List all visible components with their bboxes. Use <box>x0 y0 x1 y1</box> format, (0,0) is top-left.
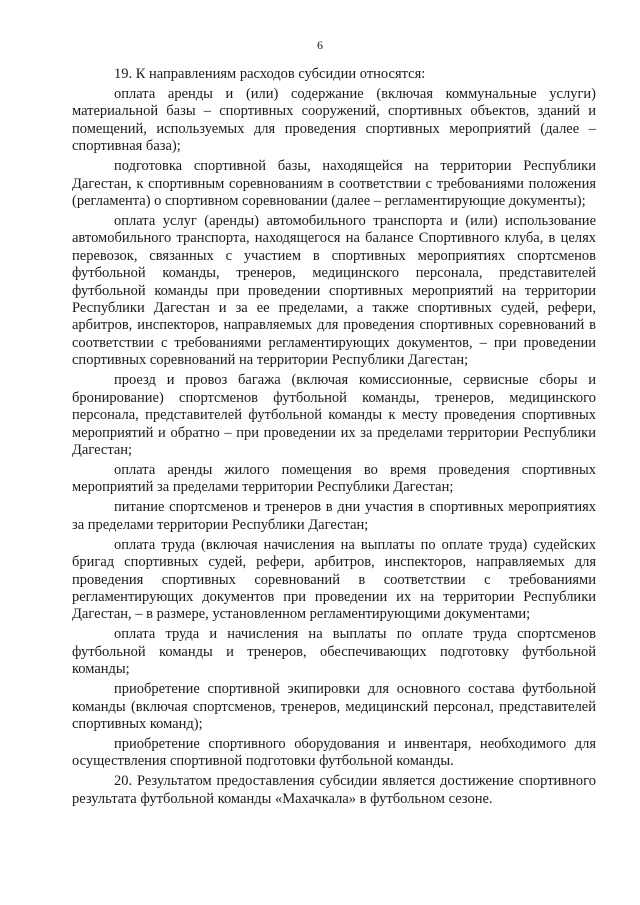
paragraph-19-heading: 19. К направлениям расходов субсидии относятся: <box>114 66 426 82</box>
paragraph-athlete-pay: оплата труда и начисления на выплаты по оплате труда спортсменов футбольной команды и тренеров, обеспечивающих подготовку футбольной команды; <box>72 626 596 678</box>
paragraph-accommodation: оплата аренды жилого помещения во время проведения спортивных мероприятий за пределами территории Республики Дагестан; <box>72 461 596 496</box>
paragraph-equipment-kit: приобретение спортивной экипировки для основного состава футбольной команды (включая спортсменов, тренеров, медицинский персонал, представителей спортивных команд); <box>72 681 596 732</box>
paragraph-transport: оплата услуг (аренды) автомобильного транспорта и (или) использование автомобильного транспорта, находящегося на балансе Спортивного клуба, в целях перевозок, связанных с участием в спортивных мероприятиях спортсменов футбольной команды, тренеров, медицинского персонала, представителей футбольной команды при проведении спортивных мероприятий на территории Республики Дагестан и за ее пределами, а также спортивных судей, рефери, арбитров, инспекторов, направляемых для проведения спортивных соревнований в соответствии с требованиями регламентирующих документов, – при проведении спортивных соревнований на территории Республики Дагестан; <box>72 213 596 369</box>
document-body <box>72 66 596 808</box>
paragraph-sport-equipment: приобретение спортивного оборудования и инвентаря, необходимого для осуществления спортивной подготовки футбольной команды. <box>72 735 596 770</box>
paragraph-referee-pay: оплата труда (включая начисления на выплаты по оплате труда) судейских бригад спортивных судей, рефери, арбитров, инспекторов, направляемых для проведения спортивных соревнований в соответствии с требованиями регламентирующих документов при проведении их на территории Республики Дагестан, – в размере, установленном регламентирующими документами; <box>72 536 596 623</box>
paragraph-meals: питание спортсменов и тренеров в дни участия в спортивных мероприятиях за пределами территории Республики Дагестан; <box>72 499 596 533</box>
paragraph-base-preparation: подготовка спортивной базы, находящейся на территории Республики Дагестан, к спортивным соревнованиям в соответствии с требованиями положения (регламента) о спортивном соревновании (далее – регламентирующие документы); <box>72 158 596 210</box>
paragraph-rent-base: оплата аренды и (или) содержание (включая коммунальные услуги) материальной базы – спортивных сооружений, спортивных объектов, зданий и помещений, используемых для проведения спортивных мероприятий (далее – спортивная база); <box>72 86 596 155</box>
paragraph-travel-baggage: проезд и провоз багажа (включая комиссионные, сервисные сборы и бронирование) спортсменов футбольной команды, тренеров, медицинского персонала, представителей футбольной команды к месту проведения спортивных мероприятий и обратно – при проведении их за пределами территории Республики Дагестан; <box>72 372 596 458</box>
page-number: 6 <box>317 38 323 52</box>
paragraph-20-result: 20. Результатом предоставления субсидии является достижение спортивного результата футбольной команды «Махачкала» в футбольном сезоне. <box>72 773 596 807</box>
